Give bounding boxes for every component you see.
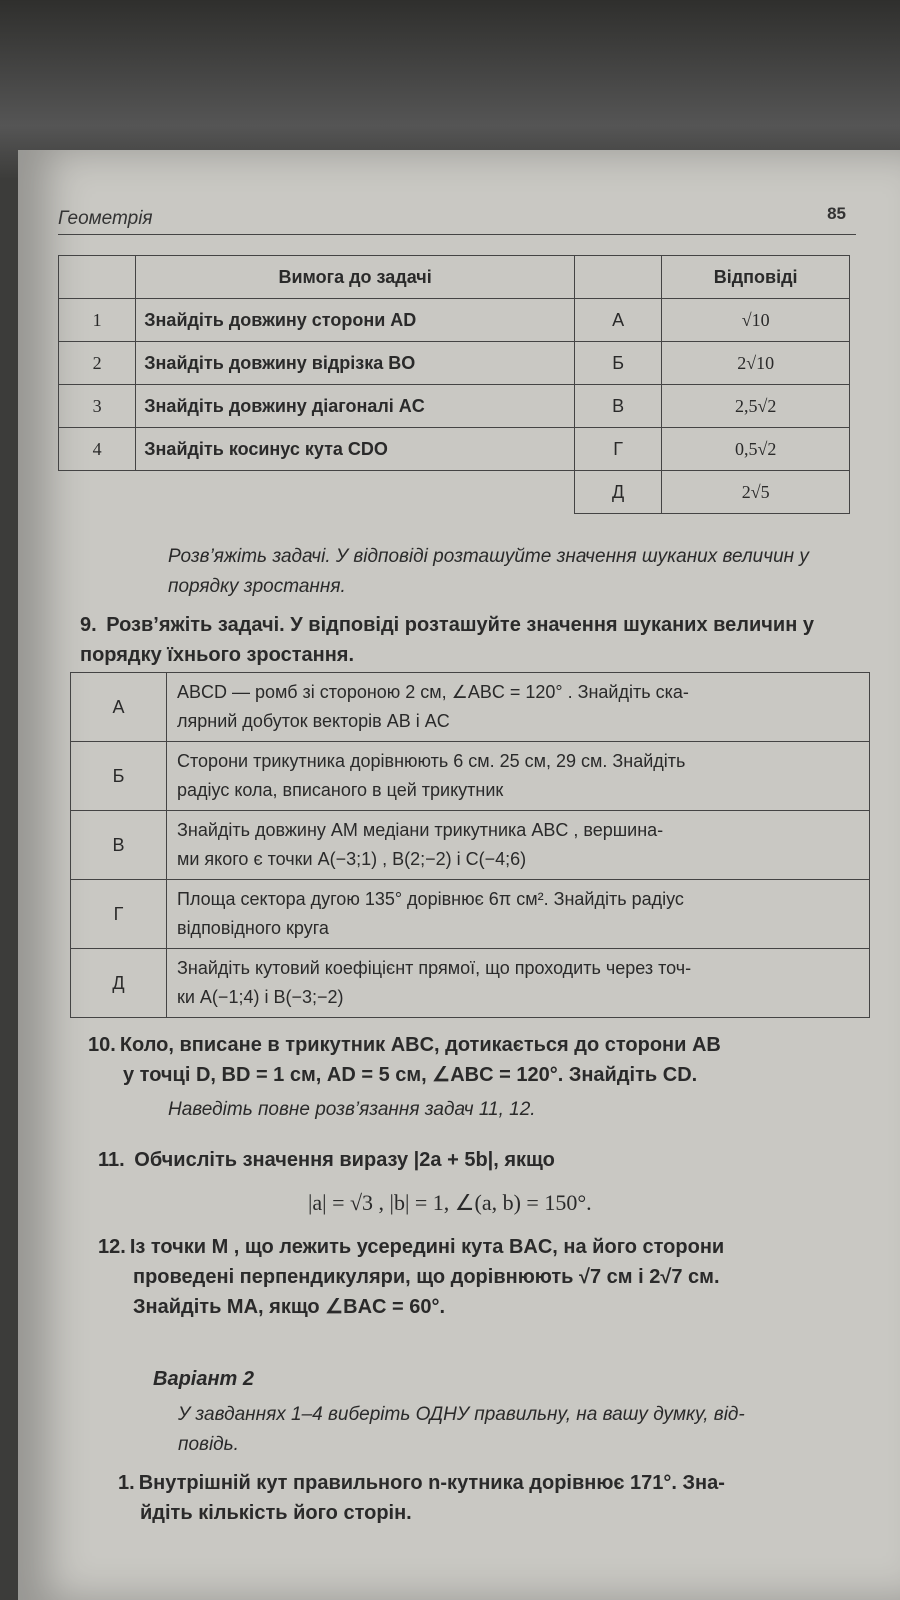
task-1 [118,1468,878,1528]
option-letter: Г [71,880,167,949]
task-line: Внутрішній кут правильного n-кутника дорівнює 171°. Зна- [138,1472,725,1494]
option-text [167,880,870,949]
task-number: 1. [118,1472,135,1494]
option-text [167,949,870,1018]
requirement-text: Знайдіть довжину сторони AD [136,299,575,342]
option-text [167,742,870,811]
task-line: Із точки M , що лежить усередині кута BAC, на його сторони [129,1236,725,1258]
table-row [59,342,850,385]
task-line: Коло, вписане в трикутник ABC, дотикається до сторони AB [119,1034,721,1056]
option-line: Знайдіть кутовий коефіцієнт прямої, що проходить через точ- [177,958,692,978]
page-header [58,204,856,235]
answer-letter: Б [574,342,661,385]
row-number: 3 [59,385,136,428]
instruction-note: Розв’яжіть задачі. У відповіді розташуйте значення шуканих величин у порядку зростання. [168,546,809,597]
task-text: Розв’яжіть задачі. У відповіді розташуйте значення шуканих величин у порядку їхнього зростання. [80,614,814,666]
task-line: Обчисліть значення виразу |2a + 5b|, якщо [134,1149,555,1171]
option-line: Площа сектора дугою 135° дорівнює 6π см². Знайдіть радіус [177,889,684,909]
task-number: 10. [88,1034,116,1056]
table-row [59,299,850,342]
header-title: Геометрія [58,208,153,229]
option-letter: Б [71,742,167,811]
option-line: Знайдіть довжину AM медіани трикутника ABC , вершина- [177,820,664,840]
requirement-text: Знайдіть довжину діагоналі AC [136,385,575,428]
option-line: Сторони трикутника дорівнюють 6 см. 25 см, 29 см. Знайдіть [177,751,686,771]
answer-letter: А [574,299,661,342]
table-row [71,742,870,811]
task-line: проведені перпендикуляри, що дорівнюють √7 см і 2√7 см. [133,1266,720,1288]
answer-value: √10 [662,299,850,342]
answer-value: 2√10 [662,342,850,385]
table-row [59,471,850,514]
task-number: 12. [98,1236,126,1258]
task-line: йдіть кількість його сторін. [140,1502,412,1524]
task8-table [58,255,850,514]
option-letter: В [71,811,167,880]
instruction-line: повідь. [178,1434,239,1455]
option-line: радіус кола, вписаного в цей трикутник [177,780,504,800]
task-number: 9. [80,614,97,636]
table-row [71,811,870,880]
row-number: 4 [59,428,136,471]
option-line: ми якого є точки A(−3;1) , B(2;−2) і C(−4;6) [177,849,527,869]
table-row [71,673,870,742]
answer-letter: Г [574,428,661,471]
instruction-note: Наведіть повне розв’язання задач 11, 12. [168,1099,536,1120]
book-page [18,150,900,1600]
task-line: Знайдіть MA, якщо ∠BAC = 60°. [133,1296,446,1318]
row-number: 1 [59,299,136,342]
answer-value: 2√5 [662,471,850,514]
task11-formula: |a| = √3 , |b| = 1, ∠(a, b) = 150°. [308,1190,592,1215]
table-row [71,949,870,1018]
option-line: лярний добуток векторів AB і AC [177,711,450,731]
option-line: ки A(−1;4) і B(−3;−2) [177,987,344,1007]
task-number: 11. [98,1149,125,1171]
variant-instruction [178,1400,858,1460]
table-header-row [59,256,850,299]
answer-value: 2,5√2 [662,385,850,428]
table-row [59,385,850,428]
answer-letter: Д [574,471,661,514]
task-9 [80,610,850,670]
row-number: 2 [59,342,136,385]
task-line: у точці D, BD = 1 см, AD = 5 см, ∠ABC = 120°. Знайдіть CD. [123,1064,698,1086]
option-line: відповідного круга [177,918,329,938]
task-12 [98,1232,858,1322]
option-line: ABCD — ромб зі стороною 2 см, ∠ABC = 120° . Знайдіть ска- [177,682,689,702]
table-row [71,880,870,949]
task-11 [98,1145,858,1175]
header-requirement: Вимога до задачі [136,256,575,299]
table-row [59,428,850,471]
answer-value: 0,5√2 [662,428,850,471]
option-text [167,811,870,880]
requirement-text: Знайдіть довжину відрізка BO [136,342,575,385]
header-answers: Відповіді [662,256,850,299]
variant-title: Варіант 2 [153,1368,255,1390]
instruction-line: У завданнях 1–4 виберіть ОДНУ правильну, на вашу думку, від- [178,1404,745,1425]
task-10 [88,1030,848,1090]
requirement-text: Знайдіть косинус кута CDO [136,428,575,471]
task9-table [70,672,870,1018]
option-letter: Д [71,949,167,1018]
option-letter: А [71,673,167,742]
page-number: 85 [827,204,846,223]
option-text [167,673,870,742]
answer-letter: В [574,385,661,428]
